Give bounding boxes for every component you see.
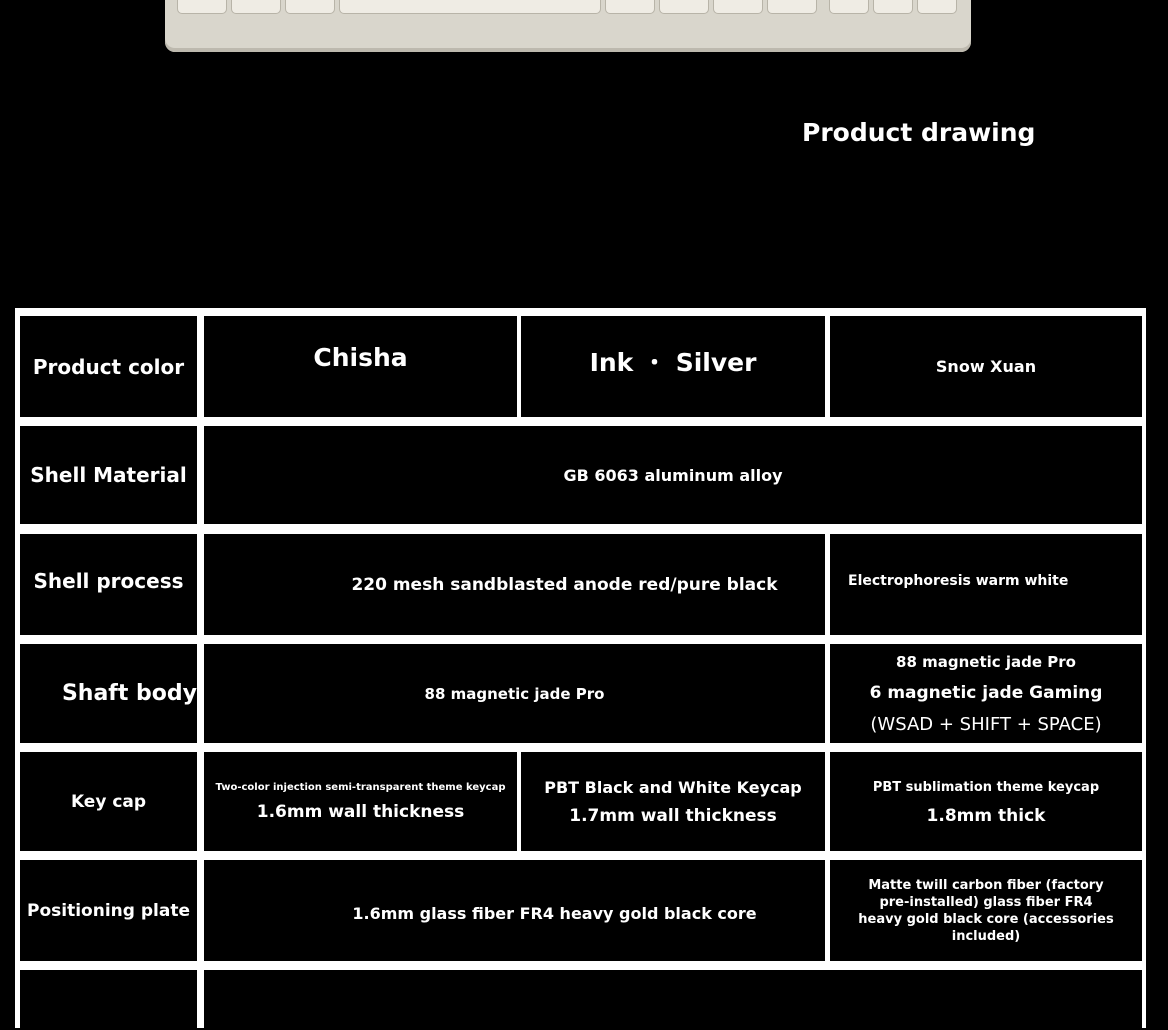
spacebar-keycap — [339, 0, 601, 14]
keycap — [829, 0, 869, 14]
shaft-body-value-a: 88 magnetic jade Pro — [204, 644, 825, 743]
shell-process-value-electrophoresis: Electrophoresis warm white — [830, 534, 1142, 635]
row-label-shell-process: Shell process — [20, 534, 197, 635]
keycap — [231, 0, 281, 14]
fn-keycap — [713, 0, 763, 14]
shell-material-value: GB 6063 aluminum alloy — [204, 426, 1142, 524]
keycap-option-thickness: 1.7mm wall thickness — [569, 806, 777, 826]
keycap-option-title: PBT sublimation theme keycap — [872, 780, 1100, 795]
positioning-plate-value-carbon: Matte twill carbon fiber (factory pre-installed) glass fiber FR4 heavy gold black core (accessories included) — [830, 860, 1142, 961]
keycap-option-pbt-black-white — [521, 752, 825, 851]
keycap — [873, 0, 913, 14]
keyboard-image — [165, 0, 971, 52]
keycap — [659, 0, 709, 14]
keycap-option-pbt-sublimation — [830, 752, 1142, 851]
keycap — [285, 0, 335, 14]
keycap — [605, 0, 655, 14]
color-option-ink-silver: Ink ・ Silver — [521, 316, 825, 417]
spec-table — [15, 308, 1146, 1028]
keycap — [917, 0, 957, 14]
keycap-option-title: Two-color injection semi-transparent theme keycap — [215, 782, 506, 793]
keycap — [177, 0, 227, 14]
row-label-key-cap: Key cap — [20, 752, 197, 851]
row-label-product-color: Product color — [20, 316, 197, 417]
shaft-body-line-3: (WSAD + SHIFT + SPACE) — [870, 714, 1102, 735]
keycap-option-thickness: 1.6mm wall thickness — [256, 802, 465, 822]
shaft-body-line-2: 6 magnetic jade Gaming — [869, 683, 1103, 703]
section-title: Product drawing — [802, 118, 1036, 147]
keycap — [767, 0, 817, 14]
row-label-shaft-body: Shaft body — [20, 644, 197, 743]
color-option-chisha: Chisha — [204, 316, 517, 417]
positioning-plate-value-fr4: 1.6mm glass fiber FR4 heavy gold black core — [204, 860, 825, 961]
brand-logo-icon — [530, 0, 582, 2]
row-label-cutoff — [20, 970, 197, 1030]
keycap-option-thickness: 1.8mm thick — [926, 806, 1046, 826]
color-option-snow-xuan: Snow Xuan — [830, 316, 1142, 417]
keycap-option-title: PBT Black and White Keycap — [544, 778, 802, 797]
shaft-body-line-1: 88 magnetic jade Pro — [896, 653, 1076, 671]
shell-process-value-anode: 220 mesh sandblasted anode red/pure black — [204, 534, 825, 635]
keycap-option-two-color — [204, 752, 517, 851]
row-value-cutoff — [204, 970, 1142, 1030]
shaft-body-value-b — [830, 644, 1142, 743]
row-label-shell-material: Shell Material — [20, 426, 197, 524]
row-label-positioning-plate: Positioning plate — [20, 860, 197, 961]
